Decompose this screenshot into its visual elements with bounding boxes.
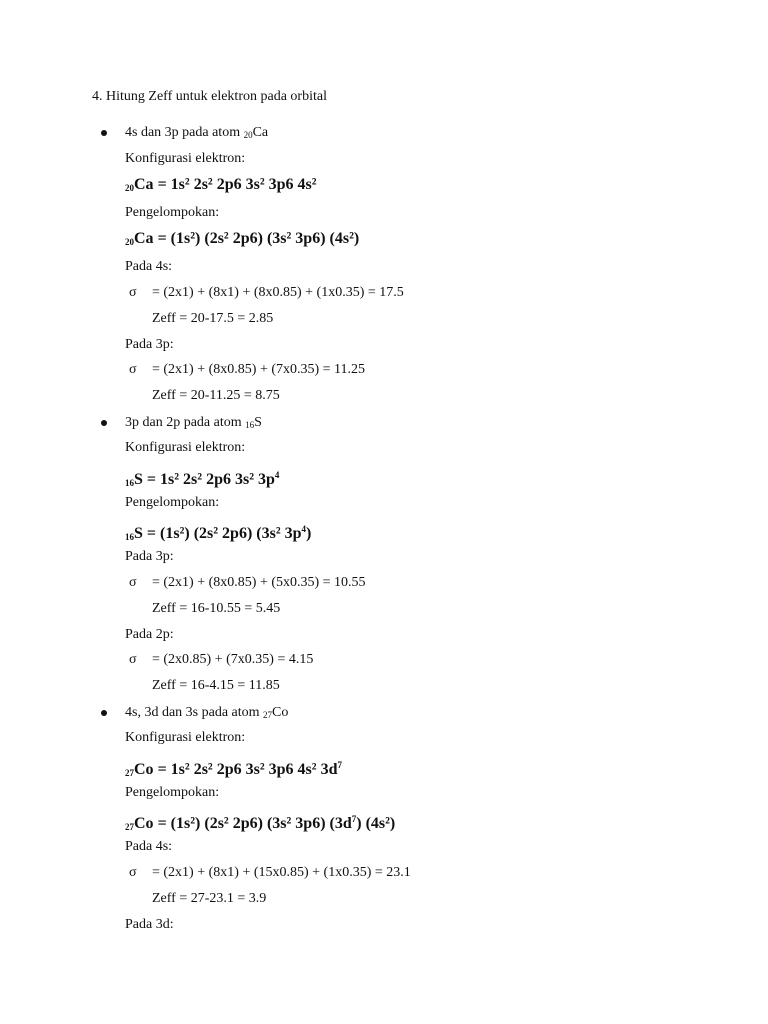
config-formula-s: $_{16}$S = 1s² 2s² 2p6 3s² $3p^4$ xyxy=(125,470,280,488)
bullet-co xyxy=(101,710,107,716)
group-formula-s: $_{16}$S = (1s²) (2s² 2p6) (3s² $3p^4$) xyxy=(125,524,312,542)
calc-label-ca-4s: Pada 4s: xyxy=(125,259,173,274)
group-label-co: Pengelompokan: xyxy=(125,785,220,800)
atomic-number: 16 xyxy=(245,420,255,430)
config-formula-co: $_{27}$Co = 1s² 2s² 2p6 3s² 3p6 4s² $3d^7$ xyxy=(125,760,342,778)
sigma-icon: σ xyxy=(129,575,137,590)
atomic-number: 20 xyxy=(243,130,253,140)
question-heading: 4. Hitung Zeff untuk elektron pada orbital xyxy=(92,89,327,104)
zeff-result-s-3p: Zeff = 16-10.55 = 5.45 xyxy=(152,601,281,616)
calc-label-co-4s: Pada 4s: xyxy=(125,839,173,854)
section-title-s: 3p dan 2p pada atom $_{16}$S xyxy=(125,415,262,430)
sigma-icon: σ xyxy=(129,362,137,377)
group-label-s: Pengelompokan: xyxy=(125,495,220,510)
config-label-co: Konfigurasi elektron: xyxy=(125,730,246,745)
sigma-calc-ca-4s: = (2x1) + (8x1) + (8x0.85) + (1x0.35) = 17.5 xyxy=(152,285,404,300)
group-formula-co: $_{27}$Co = (1s²) (2s² 2p6) (3s² 3p6) $(3d^7)$ (4s²) xyxy=(125,814,396,832)
config-label-s: Konfigurasi elektron: xyxy=(125,440,246,455)
group-label-ca: Pengelompokan: xyxy=(125,205,220,220)
sigma-calc-s-3p: = (2x1) + (8x0.85) + (5x0.35) = 10.55 xyxy=(152,575,366,590)
calc-label-ca-3p: Pada 3p: xyxy=(125,337,174,352)
sigma-icon: σ xyxy=(129,285,137,300)
calc-label-co-3d: Pada 3d: xyxy=(125,917,174,932)
zeff-result-co-4s: Zeff = 27-23.1 = 3.9 xyxy=(152,891,267,906)
config-label-ca: Konfigurasi elektron: xyxy=(125,151,246,166)
section-title-co: 4s, 3d dan 3s pada atom $_{27}$Co xyxy=(125,705,289,720)
zeff-result-ca-3p: Zeff = 20-11.25 = 8.75 xyxy=(152,388,280,403)
bullet-ca xyxy=(101,130,107,136)
calc-label-s-2p: Pada 2p: xyxy=(125,627,174,642)
bullet-s xyxy=(101,420,107,426)
sigma-calc-ca-3p: = (2x1) + (8x0.85) + (7x0.35) = 11.25 xyxy=(152,362,366,377)
sigma-calc-co-4s: = (2x1) + (8x1) + (15x0.85) + (1x0.35) = 23.1 xyxy=(152,865,411,880)
zeff-result-ca-4s: Zeff = 20-17.5 = 2.85 xyxy=(152,311,274,326)
sigma-calc-s-2p: = (2x0.85) + (7x0.35) = 4.15 xyxy=(152,652,314,667)
atomic-number: 27 xyxy=(263,710,273,720)
zeff-result-s-2p: Zeff = 16-4.15 = 11.85 xyxy=(152,678,280,693)
sigma-icon: σ xyxy=(129,865,137,880)
config-formula-ca: $_{20}$Ca = 1s² 2s² 2p6 3s² 3p6 4s² xyxy=(125,176,317,193)
calc-label-s-3p: Pada 3p: xyxy=(125,549,174,564)
group-formula-ca: $_{20}$Ca = (1s²) (2s² 2p6) (3s² 3p6) (4s²) xyxy=(125,230,360,247)
sigma-icon: σ xyxy=(129,652,137,667)
section-title-ca: 4s dan 3p pada atom $_{20}$Ca xyxy=(125,125,269,140)
